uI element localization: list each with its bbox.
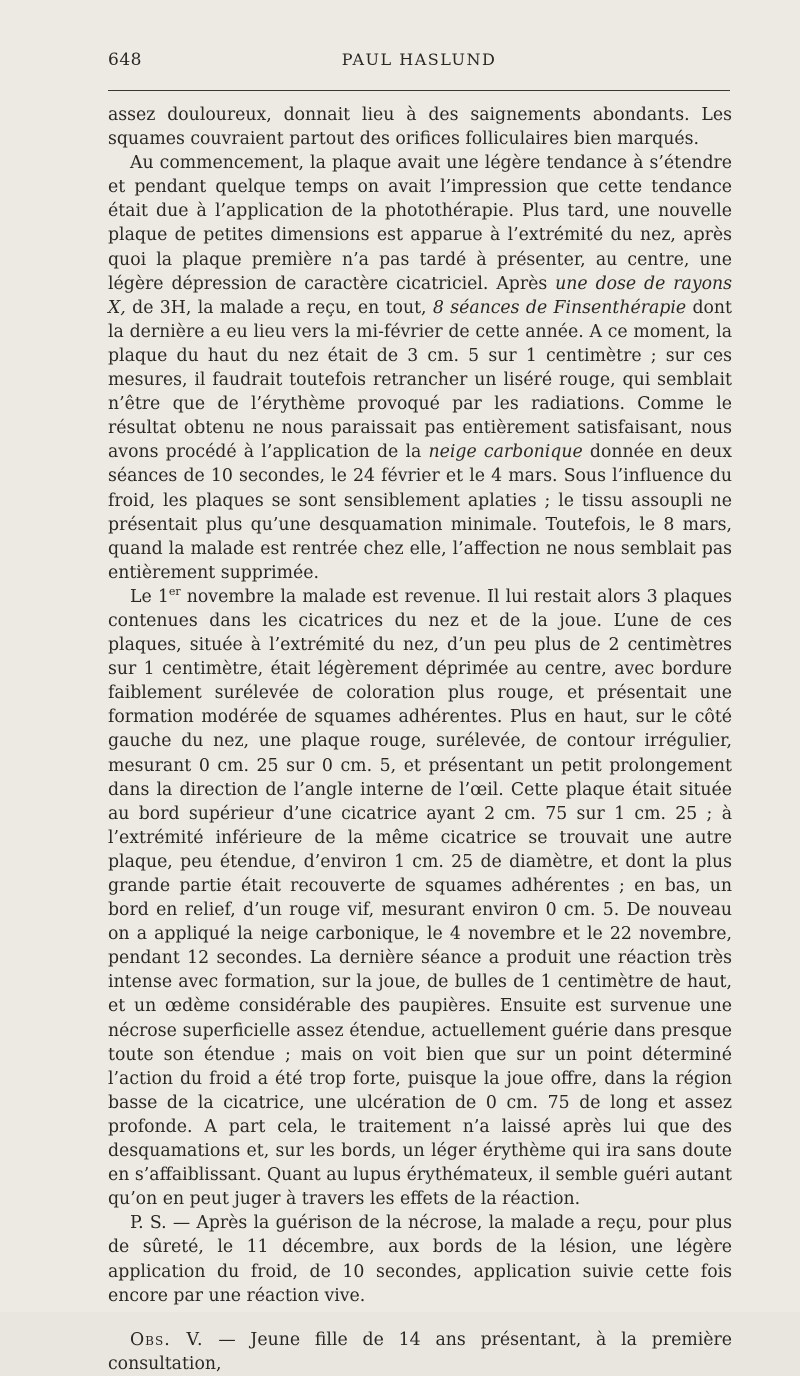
page-header bbox=[108, 50, 730, 80]
running-head: PAUL HASLUND bbox=[341, 50, 497, 69]
body-text bbox=[108, 103, 732, 1376]
superscript: er bbox=[168, 585, 181, 599]
italic-phrase: une dose de rayons X, bbox=[108, 273, 732, 318]
header-rule bbox=[108, 90, 730, 91]
text-run: de 3H, la malade a reçu, en tout, bbox=[125, 297, 433, 318]
page-number: 648 bbox=[108, 50, 142, 70]
paragraph-continued: assez douloureux, donnait lieu à des saignements abondants. Les squames couvraient partout des orifices folliculaires bien marqués. bbox=[108, 105, 732, 150]
text-run: novembre la malade est revenue. Il lui restait alors 3 plaques contenues dans les cicatrices du nez et de la joue. L’une de ces plaques, située à l’extrémité du nez, d’un peu plus de 2 centimètres sur 1 centimètre, était légèrement déprimée au centre, avec bordure faiblement surélevée de coloration plus rouge, et présentait une formation modérée de squames adhérentes. Plus en haut, sur le côté gauche du nez, une plaque rouge, surélevée, de contour irrégulier, mesurant 0 cm. 25 sur 0 cm. 5, et présentant un petit prolongement dans la direction de l’angle interne de l’œil. Cette plaque était située au bord supérieur d’une cicatrice ayant 2 cm. 75 sur 1 cm. 25 ; à l’extrémité inférieure de la même cicatrice se trouvait une autre plaque, peu étendue, d’environ 1 cm. 25 de diamètre, et dont la plus grande partie était recouverte de squames adhérentes ; en bas, un bord en relief, d’un rouge vif, mesurant environ 0 cm. 5. De nouveau on a appliqué la neige carbonique, le 4 novembre et le 22 novembre, pendant 12 secondes. La dernière séance a produit une réaction très intense avec formation, sur la joue, de bulles de 1 centimètre de haut, et un œdème considérable des paupières. Ensuite est survenue une nécrose superficielle assez étendue, actuellement guérie dans presque toute son étendue ; mais on voit bien que sur un point déterminé l’action du froid a été trop forte, puisque la joue offre, dans la région basse de la cicatrice, une ulcération de 0 cm. 75 de long et assez profonde. A part cela, le traitement n’a laissé après lui que des desquamations et, sur les bords, un léger érythème qui ira sans doute en s’affaiblissant. Quant au lupus érythémateux, il semble guéri autant qu’on en peut juger à travers les effets de la réaction. bbox=[108, 586, 732, 1210]
text-run: Au commencement, la plaque avait une légère tendance à s’étendre et pendant quelque temps on avait l’impression que cette tendance était due à l’application de la photothérapie. Plus tard, une nouvelle plaque de petites dimensions est apparue à l’extrémité du nez, après quoi la plaque première n’a pas tardé à présenter, au centre, une légère dépression de caractère cicatriciel. Après bbox=[108, 153, 732, 294]
italic-phrase: 8 séances de Finsenthérapie bbox=[432, 297, 687, 318]
text-run: dont la dernière a eu lieu vers la mi-février de cette année. A ce moment, la plaque du haut du nez était de 3 cm. 5 sur 1 centimètre ; sur ces mesures, il faudrait toutefois retrancher un liséré rouge, qui semblait n’être que de l’érythème provoqué par les radiations. Comme le résultat obtenu ne nous paraissait pas entièrement satisfaisant, nous avons procédé à l’application de la bbox=[108, 297, 732, 463]
text-run: Le 1 bbox=[130, 586, 169, 607]
paragraph-observation-v bbox=[108, 1328, 732, 1376]
text-run: — Jeune fille de 14 ans présentant, à la première consultation, bbox=[108, 1329, 732, 1374]
text-run: donnée en deux séances de 10 secondes, le 24 février et le 4 mars. Sous l’influence du froid, les plaques se sont sensiblement aplaties ; le tissu assoupli ne présentait plus qu’une desquamation minimale. Toutefois, le 8 mars, quand la malade est rentrée chez elle, l’affection ne nous semblait pas entièrement supprimée. bbox=[108, 442, 733, 583]
observation-label: Obs. V. bbox=[130, 1329, 204, 1350]
paragraph-november-return bbox=[108, 585, 732, 1211]
paragraph-treatment-history bbox=[108, 151, 732, 585]
paragraph-postscript: P. S. — Après la guérison de la nécrose, la malade a reçu, pour plus de sûreté, le 11 décembre, aux bords de la lésion, une légère application du froid, de 10 secondes, application suivie cette fois encore par une réaction vive. bbox=[108, 1213, 732, 1306]
italic-phrase: neige carbonique bbox=[428, 442, 583, 463]
